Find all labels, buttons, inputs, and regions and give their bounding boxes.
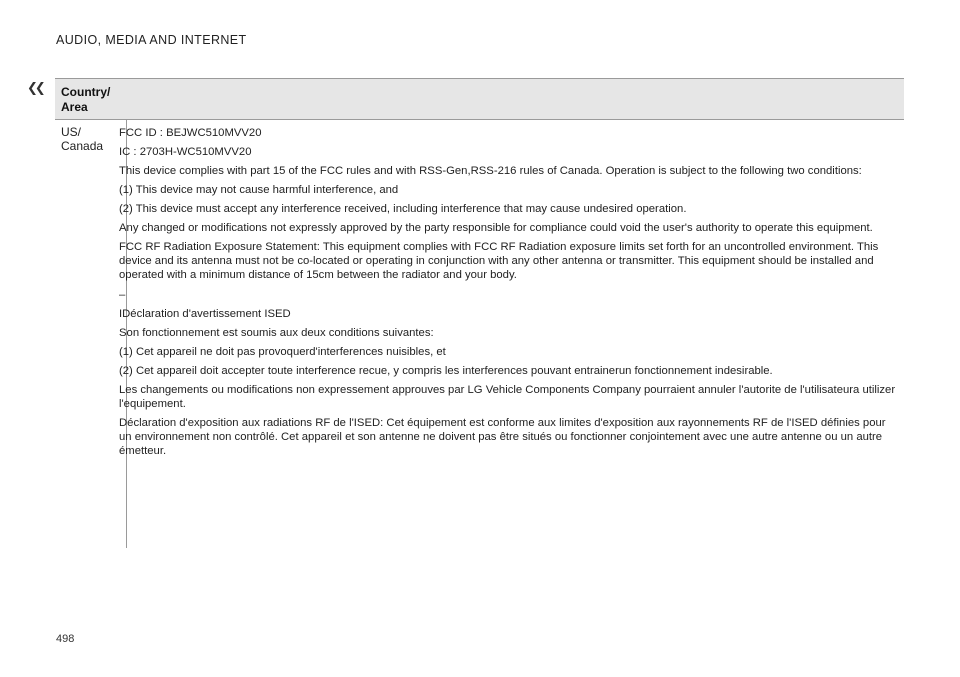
back-chevron-icon[interactable]: ❮❮ (27, 80, 43, 95)
text-line: IDéclaration d'avertissement ISED (119, 308, 291, 320)
text-line: (2) This device must accept any interference received, including interference that may cause undesired operation. (119, 203, 687, 215)
column-header-country: Country/ Area (61, 85, 111, 114)
text-line: Déclaration d'exposition aux radiations RF de l'ISED: Cet équipement est conforme aux limites d'exposition aux rayonnements RF de l'ISED définies pour un environnement non contrôlé. Cet appareil et son antenne ne doivent pas être situés ou fonctionner conjointement avec une autre antenne ou un autre émetteur. (119, 417, 886, 457)
text-line: (1) This device may not cause harmful interference, and (119, 184, 399, 196)
text-line: IC : 2703H-WC510MVV20 (119, 146, 252, 158)
chapter-title: AUDIO, MEDIA AND INTERNET (56, 33, 247, 47)
table-header (55, 79, 904, 120)
page-number: 498 (56, 633, 75, 645)
separator-dash: – (119, 289, 126, 301)
text-line: Les changements ou modifications non expressement approuves par LG Vehicle Components Company pourraient annuler l'autorite de l'utilisateura utilizer l'equipement. (119, 384, 896, 410)
text-line: Son fonctionnement est soumis aux deux conditions suivantes: (119, 327, 434, 339)
text-line: This device complies with part 15 of the FCC rules and with RSS-Gen,RSS-216 rules of Canada. Operation is subject to the following two conditions: (119, 165, 862, 177)
text-line: FCC ID : BEJWC510MVV20 (119, 127, 262, 139)
text-line: (2) Cet appareil doit accepter toute interference recue, y compris les interferences pouvant entrainerun fonctionnement indesirable. (119, 365, 773, 377)
text-line: FCC RF Radiation Exposure Statement: This equipment complies with FCC RF Radiation exposure limits set forth for an uncontrolled environment. This device and its antenna must not be co-located or operating in conjunction with any other antenna or transmitter. This equipment should be installed and operated with a minimum distance of 15cm between the radiator and your body. (119, 241, 879, 281)
country-cell: US/ Canada (61, 125, 104, 153)
regulatory-text (119, 126, 899, 463)
table-row (55, 120, 904, 548)
regulatory-table (55, 78, 904, 548)
text-line: (1) Cet appareil ne doit pas provoquerd'interferences nuisibles, et (119, 346, 446, 358)
text-line: Any changed or modifications not expressly approved by the party responsible for compliance could void the user's authority to operate this equipment. (119, 222, 873, 234)
